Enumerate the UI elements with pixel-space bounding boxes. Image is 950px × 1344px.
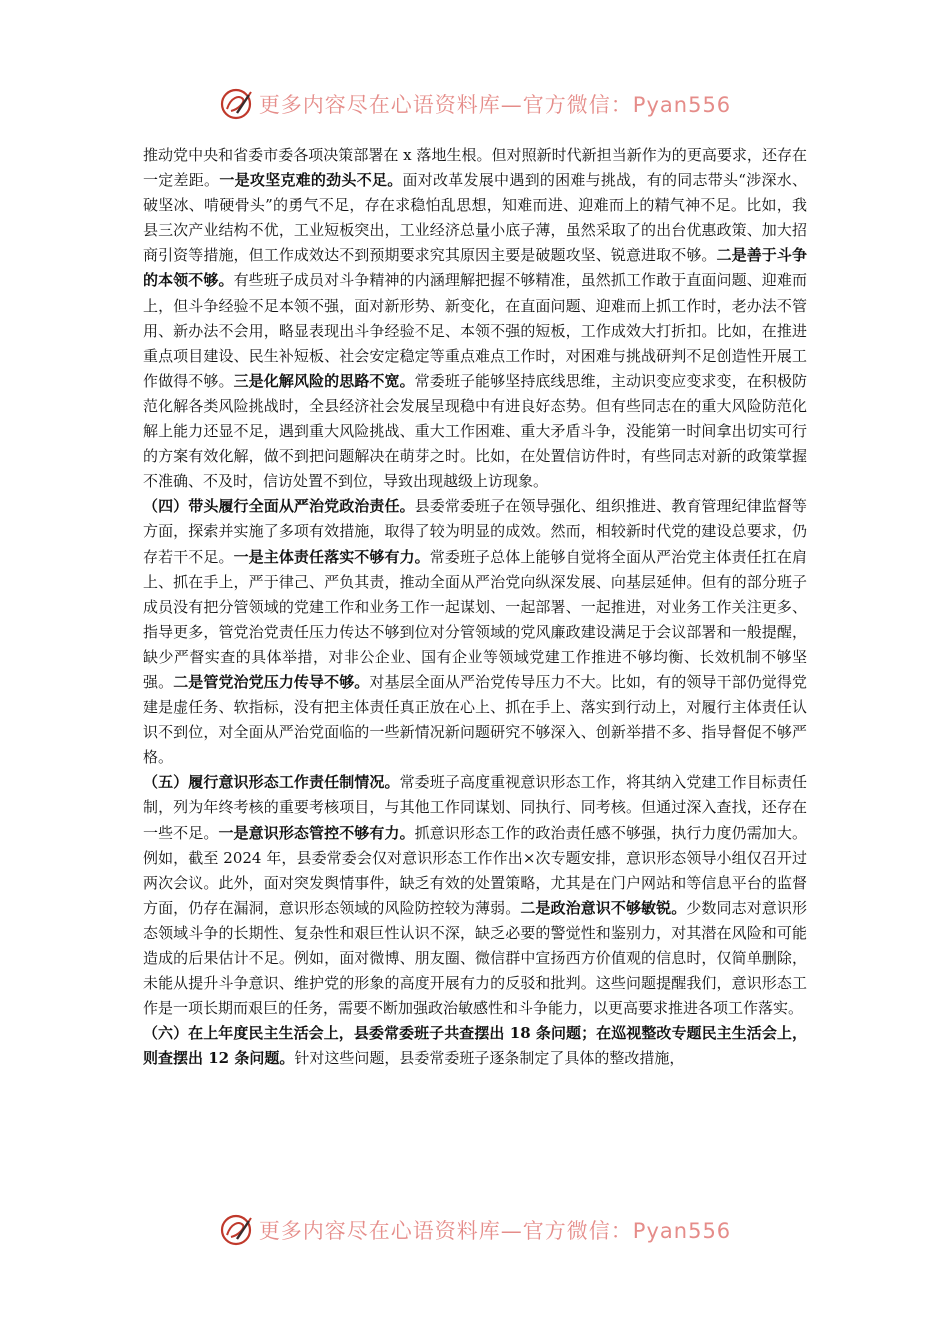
text-run: 常委班子总体上能够自觉将全面从严治党主体责任扛在肩上、抓在手上，严于律己、严负其责，推动全面从严治党向纵深发展、向基层延伸。但有的部分班子成员没有把分管领域的党建工作和业务工作一起谋划、一起部署、一起推进，对业务工作关注更多、指导更多，管党治党责任压力传达不够到位对分管领域的党风廉政建设满足于会议部署和一般提醒，缺少严督实查的具体举措，对非公企业、国有企业等领域党建工作推进不够均衡、长效机制不够坚强。 xyxy=(143,547,807,691)
document-body xyxy=(143,143,807,1071)
text-run: 对基层全面从严治党传导压力不大。比如，有的领导干部仍觉得党建是虚任务、软指标，没有把主体责任真正放在心上、抓在手上、落实到行动上，对履行主体责任认识不到位，对全面从严治党面临的一些新情况新问题研究不够深入、创新举措不多、指导督促不够严格。 xyxy=(143,672,807,767)
header-watermark-banner xyxy=(0,82,950,126)
bold-heading-run: 二是善于斗争的本领不够。 xyxy=(143,246,807,290)
header-watermark-text: 更多内容尽在心语资料库—官方微信：Pyan556 xyxy=(258,93,732,117)
bold-heading-run: 二是管党治党压力传导不够。 xyxy=(173,672,370,691)
bold-heading-run: （六）在上年度民主生活会上，县委常委班子共查摆出 18 条问题；在巡视整改专题民主生活会上，则查摆出 12 条问题。 xyxy=(143,1024,807,1068)
signature-pen-logo-icon xyxy=(219,1213,253,1247)
text-run: 抓意识形态工作的政治责任感不够强，执行力度仍需加大。例如，截至 2024 年，县委常委会仅对意识形态工作作出×次专题安排，意识形态领导小组仅召开过两次会议。此外，面对突发舆情事件，缺乏有效的处置策略，尤其是在门户网站和等信息平台的监督方面，仍存在漏洞，意识形态领域的风险防控较为薄弱。 xyxy=(143,823,807,917)
text-run: 县委常委班子在领导强化、组织推进、教育管理纪律监督等方面，探索并实施了多项有效措施，取得了较为明显的成效。然而，相较新时代党的建设总要求，仍存若干不足。 xyxy=(143,497,807,566)
bold-heading-run: 一是攻坚克难的劲头不足。 xyxy=(219,171,403,190)
paragraph xyxy=(143,494,807,770)
text-run: 针对这些问题，县委常委班子逐条制定了具体的整改措施， xyxy=(294,1049,685,1068)
text-run: 推动党中央和省委市委各项决策部署在 x 落地生根。但对照新时代新担当新作为的更高要求，还存在一定差距。 xyxy=(143,146,807,190)
bold-heading-run: 一是意识形态管控不够有力。 xyxy=(218,823,415,842)
paragraph xyxy=(143,770,807,1021)
text-run: 常委班子能够坚持底线思维，主动识变应变求变，在积极防范化解各类风险挑战时，全县经济社会发展呈现稳中有进良好态势。但有些同志在的重大风险防范化解上能力还显不足，遇到重大风险挑战、重大工作困难、重大矛盾斗争，没能第一时间拿出切实可行的方案有效化解，做不到把问题解决在萌芽之时。比如，在处置信访件时，有些同志对新的政策掌握不准确、不及时，信访处置不到位，导致出现越级上访现象。 xyxy=(143,371,807,491)
bold-heading-run: （四）带头履行全面从严治党政治责任。 xyxy=(143,497,415,516)
signature-pen-logo-icon xyxy=(219,87,253,121)
paragraph xyxy=(143,1021,807,1071)
text-run: 常委班子高度重视意识形态工作，将其纳入党建工作目标责任制，列为年终考核的重要考核项目，与其他工作同谋划、同执行、同考核。但通过深入查找，还存在一些不足。 xyxy=(143,773,807,842)
bold-heading-run: 二是政治意识不够敏锐。 xyxy=(520,898,687,917)
bold-heading-run: （五）履行意识形态工作责任制情况。 xyxy=(143,773,400,792)
footer-watermark-text: 更多内容尽在心语资料库—官方微信：Pyan556 xyxy=(258,1219,732,1243)
text-run: 有些班子成员对斗争精神的内涵理解把握不够精准，虽然抓工作敢于直面问题、迎难而上，但斗争经验不足本领不强，面对新形势、新变化，在直面问题、迎难而上抓工作时，老办法不管用、新办法不会用，略显表现出斗争经验不足、本领不强的短板，工作成效大打折扣。比如，在推进重点项目建设、民生补短板、社会安定稳定等重点难点工作时，对困难与挑战研判不足创造性开展工作做得不够。 xyxy=(143,271,807,390)
footer-watermark-banner xyxy=(0,1208,950,1252)
text-run: 面对改革发展中遇到的困难与挑战，有的同志带头“涉深水、破坚冰、啃硬骨头”的勇气不足，存在求稳怕乱思想，知难而进、迎难而上的精气神不足。比如，我县三次产业结构不优，工业短板突出，工业经济总量小底子薄，虽然采取了的出台优惠政策、加大招商引资等措施，但工作成效达不到预期要求究其原因主要是破题攻坚、锐意进取不够。 xyxy=(143,171,807,265)
bold-heading-run: 三是化解风险的思路不宽。 xyxy=(233,371,415,390)
text-run: 少数同志对意识形态领域斗争的长期性、复杂性和艰巨性认识不深，缺乏必要的警觉性和鉴别力，对其潜在风险和可能造成的后果估计不足。例如，面对微博、朋友圈、微信群中宣扬西方价值观的信息时，仅简单删除，未能从提升斗争意识、维护党的形象的高度开展有力的反驳和批判。这些问题提醒我们，意识形态工作是一项长期而艰巨的任务，需要不断加强政治敏感性和斗争能力，以更高要求推进各项工作落实。 xyxy=(143,898,807,1018)
bold-heading-run: 一是主体责任落实不够有力。 xyxy=(233,547,430,566)
paragraph xyxy=(143,143,807,494)
